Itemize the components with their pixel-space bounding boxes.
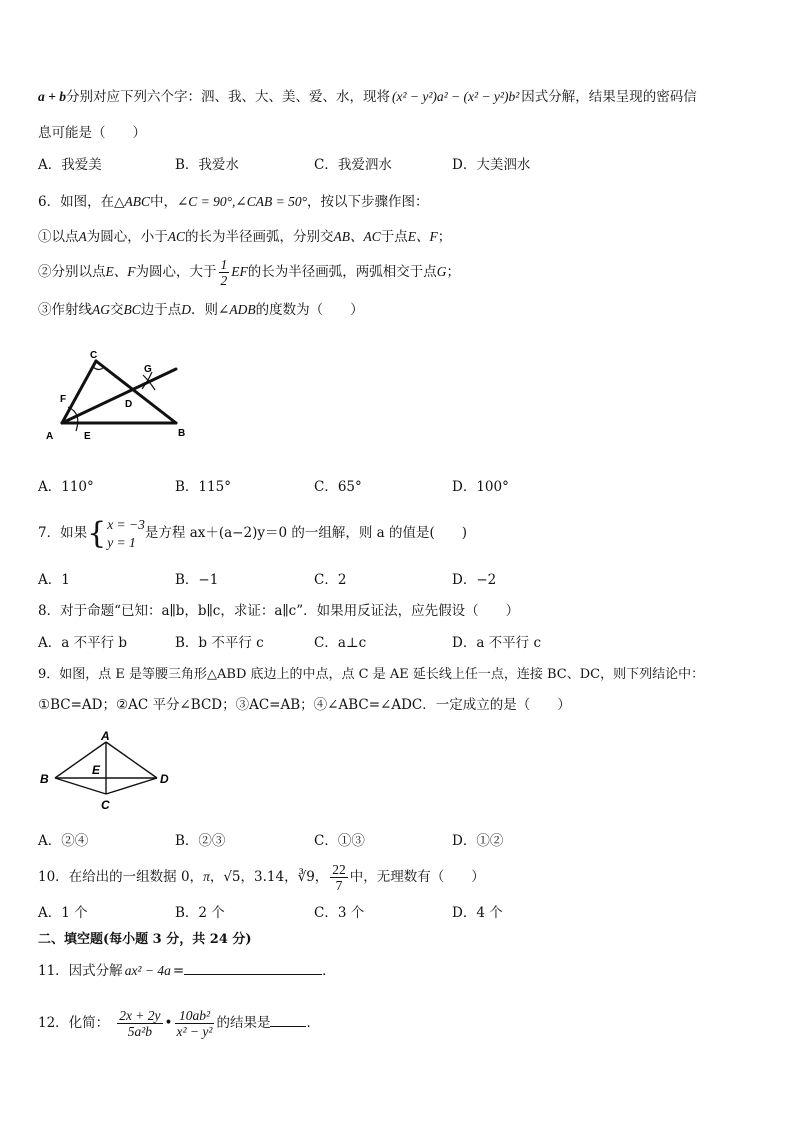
q6-figure [38,345,198,445]
q10-c: ，3.14， [240,869,298,885]
q6-step1-a: ①以点 [38,229,79,245]
q12-den2: x² − y² [176,1024,213,1039]
q6-option-a[interactable]: A．110° [38,479,94,495]
q7-option-d[interactable]: D．−2 [452,572,497,588]
q9-option-d[interactable]: D．①② [452,833,504,849]
q12-fraction-2 [175,1008,215,1039]
q6-stem-c: ，按以下步骤作图： [307,194,429,210]
q6-step-3 [38,300,364,320]
q5-lead-expr: a + b [38,89,66,104]
q7-brace: { [87,515,107,551]
q12-den1: 5a²b [127,1024,153,1039]
q6-step3-c: 边于点 [140,302,182,318]
q10-stem [38,860,485,894]
q10-options [38,903,758,923]
q9-label-c: C [101,798,110,812]
q10-frac-den: 7 [335,878,343,893]
q7-stem [38,511,467,555]
q9-label-e: E [92,763,101,777]
q6-stem-a: 6．如图，在 [38,194,115,210]
q7-system [107,516,145,552]
q6-step1-ABAC: AB、AC [333,229,381,244]
q6-step3-D: D [181,302,192,317]
q6-step2-b: 为圆心，大于 [135,264,217,280]
q6-step2-G: G [436,264,447,279]
q10-cbrt9: ∛9 [297,869,315,885]
q6-option-c[interactable]: C．65° [314,479,362,495]
q5-options [38,155,758,175]
q5-line-2: 息可能是（ ） [38,125,146,141]
q12-b: 的结果是 [216,1015,271,1031]
q10-e: 中，无理数有（ ） [349,869,485,885]
q6-option-b[interactable]: B．115° [175,479,231,495]
q5-option-d[interactable]: D．大美泗水 [452,157,531,173]
q6-step1-b: 为圆心，小于 [86,229,168,245]
q6-step1-e: ； [437,229,452,245]
q9-option-a[interactable]: A．②④ [38,833,89,849]
q10-frac-num: 22 [332,862,346,877]
q6-step2-d: ； [446,264,460,280]
q6-step3-ADB: ∠ADB [218,302,256,317]
q7-text: 是方程 ax＋(a−2)y＝0 的一组解，则 a 的值是( ) [144,525,468,541]
q11-expr: ax² − 4a [124,963,171,978]
q8-option-d[interactable]: D．a 不平行 c [452,635,542,651]
q8-option-a[interactable]: A．a 不平行 b [38,635,128,651]
q5-option-b[interactable]: B．我爱水 [175,157,239,173]
q9-options [38,831,758,851]
q6-half-fraction [219,257,230,288]
q6-half-num: 1 [220,257,228,272]
q9-label-d: D [160,772,169,786]
q9-side-bc [55,778,106,794]
q6-step2-EF2: EF [231,264,248,279]
q6-label-d: D [125,399,133,410]
q10-option-a[interactable]: A．1 个 [38,905,88,921]
q6-step1-EF: E、F [407,229,438,244]
q5-option-c[interactable]: C．我爱泗水 [314,157,392,173]
q7-num: 7．如果 [38,525,88,541]
q6-step3-e: 的度数为（ ） [255,302,364,318]
q6-stem [38,192,429,212]
q6-step-2 [38,257,460,287]
q10-a: 10．在给出的一组数据 0， [38,869,204,885]
q9-label-b: B [40,772,49,786]
q9-side-ad [106,742,157,778]
q10-pi: π [203,869,210,884]
q6-side-cb [96,361,176,423]
q11-period: ． [322,963,336,979]
q6-step3-BC: BC [123,302,141,317]
q12-a: 12．化简： [38,1015,110,1031]
q6-label-b: B [178,428,186,439]
q6-label-a: A [46,431,54,442]
q6-step2-c: 的长为半径画弧，两弧相交于点 [247,264,437,280]
q6-angles: ∠C = 90°,∠CAB = 50° [176,194,308,209]
q6-step-1 [38,227,451,247]
q10-d: ， [314,869,329,885]
q6-step2-EF: E、F [105,264,136,279]
q9-figure [38,730,178,815]
q12-num2: 10ab² [175,1008,215,1024]
q9-option-b[interactable]: B．②③ [175,833,226,849]
q7-option-b[interactable]: B．−1 [175,572,219,588]
q10-option-d[interactable]: D．4 个 [452,905,503,921]
q10-option-b[interactable]: B．2 个 [175,905,225,921]
q7-sys-x: x = −3 [107,516,145,532]
q12-period: ． [306,1015,320,1031]
section-2-title: 二、填空题(每小题 3 分，共 24 分) [38,932,252,947]
q12-answer-blank[interactable] [270,1012,306,1027]
q9-option-c[interactable]: C．①③ [314,833,365,849]
q10-b: ， [209,869,224,885]
q6-half-den: 2 [220,273,228,288]
q10-sqrt5: √5 [223,869,241,885]
q12-fraction-1 [117,1008,162,1039]
q6-stem-b: 中， [149,194,177,210]
q11-stem [38,960,336,981]
q6-step3-a: ③作射线 [38,302,92,318]
q5-expression: (x² − y²)a² − (x² − y²)b² [391,89,520,104]
q9-side-cd [106,778,157,794]
q9-label-a: A [101,730,110,743]
q11-answer-blank[interactable] [184,960,322,975]
q10-fraction [330,862,348,893]
q5-line-1 [38,87,697,107]
q6-step1-d: 于点 [380,229,408,245]
q8-options [38,633,758,653]
q6-step2-a: ②分别以点 [38,264,106,280]
q7-sys-y: y = 1 [107,534,136,550]
q8-option-b[interactable]: B．b 不平行 c [175,635,264,651]
q6-option-d[interactable]: D．100° [452,479,509,495]
q12-dot: • [164,1015,173,1031]
q6-step1-c: 的长为半径画弧，分别交 [185,229,334,245]
q12-stem [38,1000,320,1046]
q6-step3-d: ．则 [191,302,219,318]
q5-option-a[interactable]: A．我爱美 [38,157,102,173]
q9-stem-2: ①BC=AD；②AC 平分∠BCD；③AC=AB；④∠ABC=∠ADC．一定成立的是（ ） [38,697,571,713]
q11-eq: = [172,963,185,979]
q6-step3-AG: AG [92,302,110,317]
q6-step1-AC: AC [167,229,186,244]
q7-option-a[interactable]: A．1 [38,572,70,588]
q6-step3-b: 交 [110,302,124,318]
q7-options [38,570,758,590]
q6-label-e: E [84,431,91,442]
q10-option-c[interactable]: C．3 个 [314,905,365,921]
q6-options [38,477,758,497]
q5-line-1-text: 分别对应下列六个字：泗、我、大、美、爱、水，现将 [65,89,390,105]
q6-label-f: F [60,394,67,405]
q11-a: 11．因式分解 [38,963,123,979]
q6-label-c: C [90,350,98,361]
q6-triangle: △ABC [114,194,150,209]
q12-num1: 2x + 2y [119,1008,161,1023]
q6-label-g: G [144,364,152,375]
q7-option-c[interactable]: C．2 [314,572,347,588]
q6-step1-A: A [78,229,87,244]
q9-stem-1: 9．如图，点 E 是等腰三角形△ABD 底边上的中点，点 C 是 AE 延长线上任一点，连接 BC、DC，则下列结论中： [38,667,705,682]
q5-line-1-tail: 因式分解，结果呈现的密码信 [521,89,697,105]
q8-option-c[interactable]: C．a⊥c [314,635,367,651]
q8-stem: 8．对于命题“已知：a∥b，b∥c，求证：a∥c”．如果用反证法，应先假设（ ） [38,603,520,619]
